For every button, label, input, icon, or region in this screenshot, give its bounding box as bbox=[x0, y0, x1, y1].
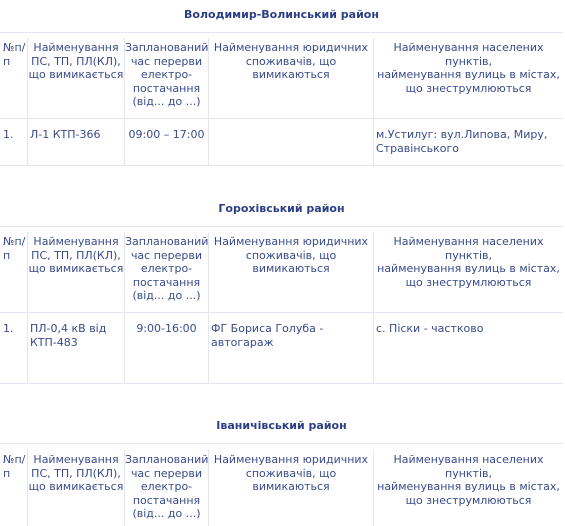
row-object: ПЛ-0,4 кВ від КТП-483 bbox=[27, 313, 124, 383]
district-title: Володимир-Волинський район bbox=[184, 8, 379, 21]
header-number: №п/ п bbox=[3, 235, 26, 262]
row-number: 1. bbox=[3, 128, 14, 141]
table-header-row bbox=[0, 450, 563, 526]
district-title: Іваничівський район bbox=[216, 419, 347, 432]
divider bbox=[0, 443, 563, 444]
row-time: 9:00-16:00 bbox=[124, 313, 208, 383]
table-header-row bbox=[0, 232, 563, 312]
row-number: 1. bbox=[3, 322, 14, 335]
header-object: Найменування ПС, ТП, ПЛ(КЛ), що вимикається bbox=[27, 232, 124, 312]
table-row bbox=[0, 119, 563, 165]
row-time: 09:00 – 17:00 bbox=[124, 119, 208, 165]
header-consumers: Найменування юридичних споживачів, що вимикаються bbox=[208, 450, 373, 526]
divider bbox=[0, 383, 563, 384]
header-time: Запланований час перерви електро- постачання (від... до ...) bbox=[124, 232, 208, 312]
header-localities: Найменування населених пунктів, найменування вулиць в містах, що знеструмлюються bbox=[373, 232, 563, 312]
divider bbox=[0, 226, 563, 227]
header-number: №п/ п bbox=[3, 41, 26, 68]
header-number: №п/ п bbox=[3, 453, 26, 480]
row-object: Л-1 КТП-366 bbox=[27, 119, 124, 165]
divider bbox=[0, 165, 563, 166]
row-consumers bbox=[208, 119, 373, 165]
row-localities: м.Устилуг: вул.Липова, Миру, Стравінського bbox=[373, 119, 563, 165]
row-consumers: ФГ Бориса Голуба - автогараж bbox=[208, 313, 373, 383]
divider bbox=[0, 32, 563, 33]
district-title: Горохівський район bbox=[218, 202, 345, 215]
header-consumers: Найменування юридичних споживачів, що вимикаються bbox=[208, 38, 373, 118]
header-consumers: Найменування юридичних споживачів, що вимикаються bbox=[208, 232, 373, 312]
header-object: Найменування ПС, ТП, ПЛ(КЛ), що вимикається bbox=[27, 450, 124, 526]
row-localities: с. Піски - частково bbox=[373, 313, 563, 383]
header-localities: Найменування населених пунктів, найменування вулиць в містах, що знеструмлюються bbox=[373, 38, 563, 118]
header-object: Найменування ПС, ТП, ПЛ(КЛ), що вимикається bbox=[27, 38, 124, 118]
table-row bbox=[0, 313, 563, 383]
header-time: Запланований час перерви електро- постачання (від... до ...) bbox=[124, 450, 208, 526]
table-header-row bbox=[0, 38, 563, 118]
header-localities: Найменування населених пунктів, найменування вулиць в містах, що знеструмлюються bbox=[373, 450, 563, 526]
header-time: Запланований час перерви електро- постачання (від... до ...) bbox=[124, 38, 208, 118]
